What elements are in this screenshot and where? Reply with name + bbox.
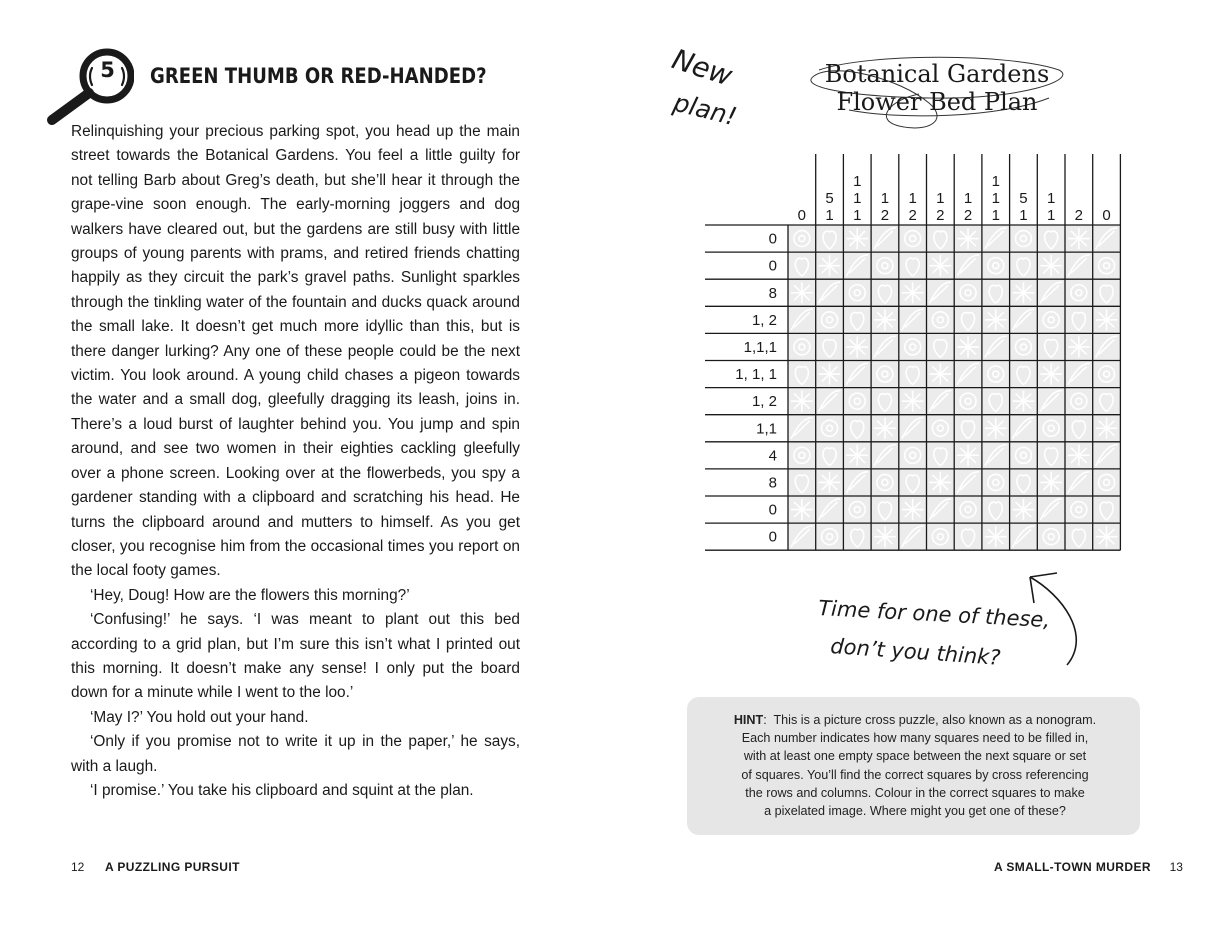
grid-cell[interactable] [816,523,844,550]
plan-title-line: Botanical Gardens [824,60,1050,88]
grid-cell[interactable] [982,496,1010,523]
column-clue: 5 [1019,190,1028,207]
grid-cell[interactable] [954,496,982,523]
grid-cell[interactable] [788,442,816,469]
grid-cell[interactable] [1093,496,1121,523]
row-clue: 1,1,1 [743,338,777,356]
grid-cell[interactable] [1065,523,1093,550]
grid-cell[interactable] [788,361,816,388]
column-clue: 1 [1019,207,1028,224]
grid-cell[interactable] [954,306,982,333]
column-clue: 1 [825,207,834,224]
grid-cell[interactable] [843,496,871,523]
handwritten-word: New [668,42,737,93]
grid-cell[interactable] [816,225,844,252]
grid-cell[interactable] [816,279,844,306]
grid-cell[interactable] [843,225,871,252]
grid-cell[interactable] [1037,442,1065,469]
grid-cell[interactable] [927,469,955,496]
grid-cell[interactable] [899,252,927,279]
grid-cell[interactable] [1037,333,1065,360]
grid-cell[interactable] [1037,279,1065,306]
grid-cell[interactable] [816,388,844,415]
chapter-title: GREEN THUMB OR RED-HANDED? [150,64,487,88]
grid-cell[interactable] [1093,469,1121,496]
grid-cell[interactable] [1065,496,1093,523]
column-clue: 0 [1102,207,1111,224]
grid-cell[interactable] [1037,469,1065,496]
column-clue: 1 [991,173,1000,190]
grid-cell[interactable] [1093,252,1121,279]
hint-line: of squares. You’ll find the correct squares by cross referencing [741,767,1089,782]
grid-cell[interactable] [871,361,899,388]
grid-cell[interactable] [871,225,899,252]
grid-cell[interactable] [954,361,982,388]
grid-cell[interactable] [1037,388,1065,415]
row-clue: 1,1 [756,420,777,438]
grid-cell[interactable] [871,523,899,550]
grid-cell[interactable] [1065,442,1093,469]
grid-cell[interactable] [954,225,982,252]
grid-cell[interactable] [1037,361,1065,388]
grid-cell[interactable] [899,442,927,469]
handwritten-word: plan! [670,87,740,132]
grid-cell[interactable] [899,361,927,388]
grid-cell[interactable] [788,523,816,550]
column-clue: 1 [853,173,862,190]
grid-cell[interactable] [982,442,1010,469]
column-clue: 1 [991,207,1000,224]
grid-cell[interactable] [982,252,1010,279]
column-clue: 1 [936,190,945,207]
column-clue: 2 [936,207,945,224]
grid-cell[interactable] [816,469,844,496]
column-clue: 0 [797,207,807,224]
grid-cell[interactable] [788,469,816,496]
grid-cell[interactable] [954,279,982,306]
grid-cell[interactable] [1065,415,1093,442]
grid-cell[interactable] [1065,361,1093,388]
grid-cell[interactable] [982,361,1010,388]
running-head: A PUZZLING PURSUIT [105,860,240,874]
grid-cell[interactable] [843,415,871,442]
grid-cell[interactable] [927,523,955,550]
grid-cell[interactable] [1010,333,1038,360]
grid-cell[interactable] [899,388,927,415]
story-paragraph: ‘Confusing!’ he says. ‘I was meant to plant out this bed according to a grid plan, but I’m sure this isn’t what I printed out this morning. It doesn’t make any sense! I only put the board down for a minute while I went to the loo.’ [71,611,520,702]
grid-cell[interactable] [927,415,955,442]
grid-cell[interactable] [871,496,899,523]
story-paragraph: ‘I promise.’ You take his clipboard and squint at the plan. [90,781,474,799]
chapter-number: 5 [100,58,116,82]
grid-cell[interactable] [816,306,844,333]
grid-cell[interactable] [843,388,871,415]
plan-title-line: Flower Bed Plan [836,88,1038,116]
grid-cell[interactable] [1010,279,1038,306]
grid-cell[interactable] [1037,415,1065,442]
grid-cell[interactable] [816,442,844,469]
grid-cell[interactable] [1010,469,1038,496]
grid-cell[interactable] [1037,523,1065,550]
grid-cell[interactable] [1093,523,1121,550]
grid-cell[interactable] [816,252,844,279]
row-clue: 0 [768,230,777,248]
grid-cell[interactable] [1093,361,1121,388]
row-clue: 0 [768,501,777,519]
grid-cell[interactable] [982,333,1010,360]
hint-text: HINT: This is a picture cross puzzle, also known as a nonogram. Each number indicates how many squares need to be filled in, with at least one empty space between the next square or set of squares. You’ll find the correct squares by cross referencing the rows and columns. Colour in the correct squares to make a pixelated image. Where might you get one of these? [729,711,1101,820]
grid-cell[interactable] [788,279,816,306]
right-footer [994,860,1183,874]
grid-cell[interactable] [843,306,871,333]
grid-cell[interactable] [954,333,982,360]
grid-cell[interactable] [982,279,1010,306]
grid-cell[interactable] [843,523,871,550]
grid-cell[interactable] [954,415,982,442]
grid-cell[interactable] [871,415,899,442]
grid-cell[interactable] [1010,252,1038,279]
grid-cell[interactable] [899,415,927,442]
grid-cell[interactable] [1093,306,1121,333]
grid-cell[interactable] [1010,442,1038,469]
grid-cell[interactable] [871,333,899,360]
grid-cell[interactable] [982,306,1010,333]
grid-cell[interactable] [927,306,955,333]
grid-cell[interactable] [871,252,899,279]
grid-cell[interactable] [927,333,955,360]
grid-cell[interactable] [954,442,982,469]
column-clue: 5 [825,190,834,207]
grid-cell[interactable] [899,469,927,496]
grid-cell[interactable] [843,252,871,279]
handwritten-line: don’t you think? [829,634,1002,670]
row-clue: 0 [768,257,777,275]
grid-cell[interactable] [1065,225,1093,252]
column-clue: 2 [908,207,917,224]
grid-cell[interactable] [954,388,982,415]
grid-cell[interactable] [982,469,1010,496]
grid-cell[interactable] [1037,496,1065,523]
grid-cell[interactable] [899,225,927,252]
grid-cell[interactable] [1065,252,1093,279]
grid-cell[interactable] [927,279,955,306]
story-text [71,120,520,803]
running-head: A SMALL-TOWN MURDER [994,860,1151,874]
hint-line: the rows and columns. Colour in the correct squares to make [745,785,1085,800]
grid-cell[interactable] [1065,306,1093,333]
grid-cell[interactable] [1010,388,1038,415]
grid-cell[interactable] [1065,388,1093,415]
grid-cell[interactable] [899,333,927,360]
grid-cell[interactable] [843,361,871,388]
page-number: 12 [71,860,85,874]
grid-cell[interactable] [1093,225,1121,252]
column-clue: 1 [853,207,862,224]
column-clue: 2 [1074,207,1084,224]
column-clue: 1 [1046,207,1056,224]
grid-cell[interactable] [1010,306,1038,333]
grid-cell[interactable] [1037,225,1065,252]
right-page [607,0,1214,928]
column-clue: 2 [963,207,973,224]
row-clue: 1, 1, 1 [735,366,777,384]
hint-line: with at least one empty space between the next square or set [743,749,1087,764]
grid-cell[interactable] [816,415,844,442]
column-clue: 1 [853,190,862,207]
story-paragraph: ‘May I?’ You hold out your hand. [90,708,309,726]
grid-cell[interactable] [1093,388,1121,415]
grid-cell[interactable] [982,388,1010,415]
grid-cell[interactable] [788,333,816,360]
grid-cell[interactable] [1010,496,1038,523]
grid-cell[interactable] [927,252,955,279]
column-clue: 1 [880,190,890,207]
column-clue: 1 [908,190,917,207]
grid-cell[interactable] [843,469,871,496]
grid-cell[interactable] [843,442,871,469]
handwritten-line: Time for one of these, [817,596,1051,633]
grid-cell[interactable] [1037,252,1065,279]
story-paragraph: Relinquishing your precious parking spot, you head up the main street towards the Botanical Gardens. You feel a little guilty for not telling Barb about Greg’s death, but she’ll hear it through the grape-vine soon enough. The early-morning joggers and dog walkers have cleared out, but the gardens are still busy with little groups of young parents with prams, and retired friends chatting happily as they circuit the park’s gravel paths. Sunlight sparkles through the tinkling water of the fountain and ducks quack around the small lake. It doesn’t get much more idyllic than this, but is there danger lurking? Any one of these people could be the next victim. You look around. A young child chases a pigeon towards the water and a small dog, gleefully dragging its leash, joins in. There’s a loud burst of laughter behind you. You jump and spin around, and see two women in their eighties cackling gleefully over a phone screen. Looking over at the flowerbeds, you spy a gardener standing with a clipboard and scratching his head. He turns the clipboard around and mutters to himself. As you get closer, you recognise him from the occasional times you report on the local footy games. [71,123,520,580]
grid-cell[interactable] [788,415,816,442]
grid-cell[interactable] [871,469,899,496]
nonogram-grid [705,152,1125,552]
grid-cell[interactable] [1037,306,1065,333]
grid-cell[interactable] [871,279,899,306]
column-clue: 1 [1046,190,1056,207]
left-footer [71,860,240,874]
grid-cell[interactable] [1010,415,1038,442]
grid-cell[interactable] [816,333,844,360]
grid-cell[interactable] [871,306,899,333]
hint-line: Each number indicates how many squares need to be filled in, [741,731,1089,746]
grid-cell[interactable] [927,388,955,415]
grid-cell[interactable] [899,306,927,333]
grid-cell[interactable] [927,496,955,523]
column-clue: 1 [991,190,1000,207]
row-clue: 1, 2 [751,393,777,411]
grid-cell[interactable] [788,388,816,415]
story-paragraph: ‘Hey, Doug! How are the flowers this morning?’ [90,586,410,604]
grid-cell[interactable] [954,469,982,496]
grid-cell[interactable] [816,361,844,388]
column-clue: 1 [963,190,973,207]
row-clue: 8 [768,284,777,302]
grid-cell[interactable] [1093,279,1121,306]
row-clue: 4 [768,447,777,465]
grid-cell[interactable] [1093,442,1121,469]
page-number: 13 [1169,860,1183,874]
grid-cell[interactable] [1065,333,1093,360]
story-paragraph: ‘Only if you promise not to write it up in the paper,’ he says, with a laugh. [71,733,520,775]
grid-cell[interactable] [954,252,982,279]
grid-cell[interactable] [871,388,899,415]
row-clue: 1, 2 [751,311,777,329]
grid-cell[interactable] [1093,415,1121,442]
grid-cell[interactable] [899,496,927,523]
row-clue: 8 [768,474,777,492]
hint-label: HINT [733,713,764,727]
grid-cell[interactable] [927,225,955,252]
grid-cell[interactable] [982,523,1010,550]
grid-cell[interactable] [843,279,871,306]
grid-cell[interactable] [1065,279,1093,306]
grid-cell[interactable] [982,415,1010,442]
grid-cell[interactable] [899,279,927,306]
grid-cell[interactable] [843,333,871,360]
grid-cell[interactable] [1065,469,1093,496]
grid-cell[interactable] [788,252,816,279]
plan-title [787,60,1087,116]
grid-cell[interactable] [788,306,816,333]
grid-cell[interactable] [982,225,1010,252]
grid-cell[interactable] [1010,225,1038,252]
grid-cell[interactable] [788,496,816,523]
hint-line: a pixelated image. Where might you get one of these? [764,804,1066,819]
grid-cell[interactable] [788,225,816,252]
grid-cell[interactable] [954,523,982,550]
grid-cell[interactable] [927,361,955,388]
grid-cell[interactable] [816,496,844,523]
grid-cell[interactable] [1093,333,1121,360]
column-clue: 2 [880,207,890,224]
grid-cell[interactable] [1010,361,1038,388]
grid-cell[interactable] [1010,523,1038,550]
row-clue: 0 [768,528,777,546]
hint-line: This is a picture cross puzzle, also known as a nonogram. [773,713,1097,727]
grid-cell[interactable] [899,523,927,550]
grid-cell[interactable] [871,442,899,469]
handwritten-note-time [812,565,1102,685]
grid-cell[interactable] [927,442,955,469]
handwritten-note-new-plan [665,40,785,160]
